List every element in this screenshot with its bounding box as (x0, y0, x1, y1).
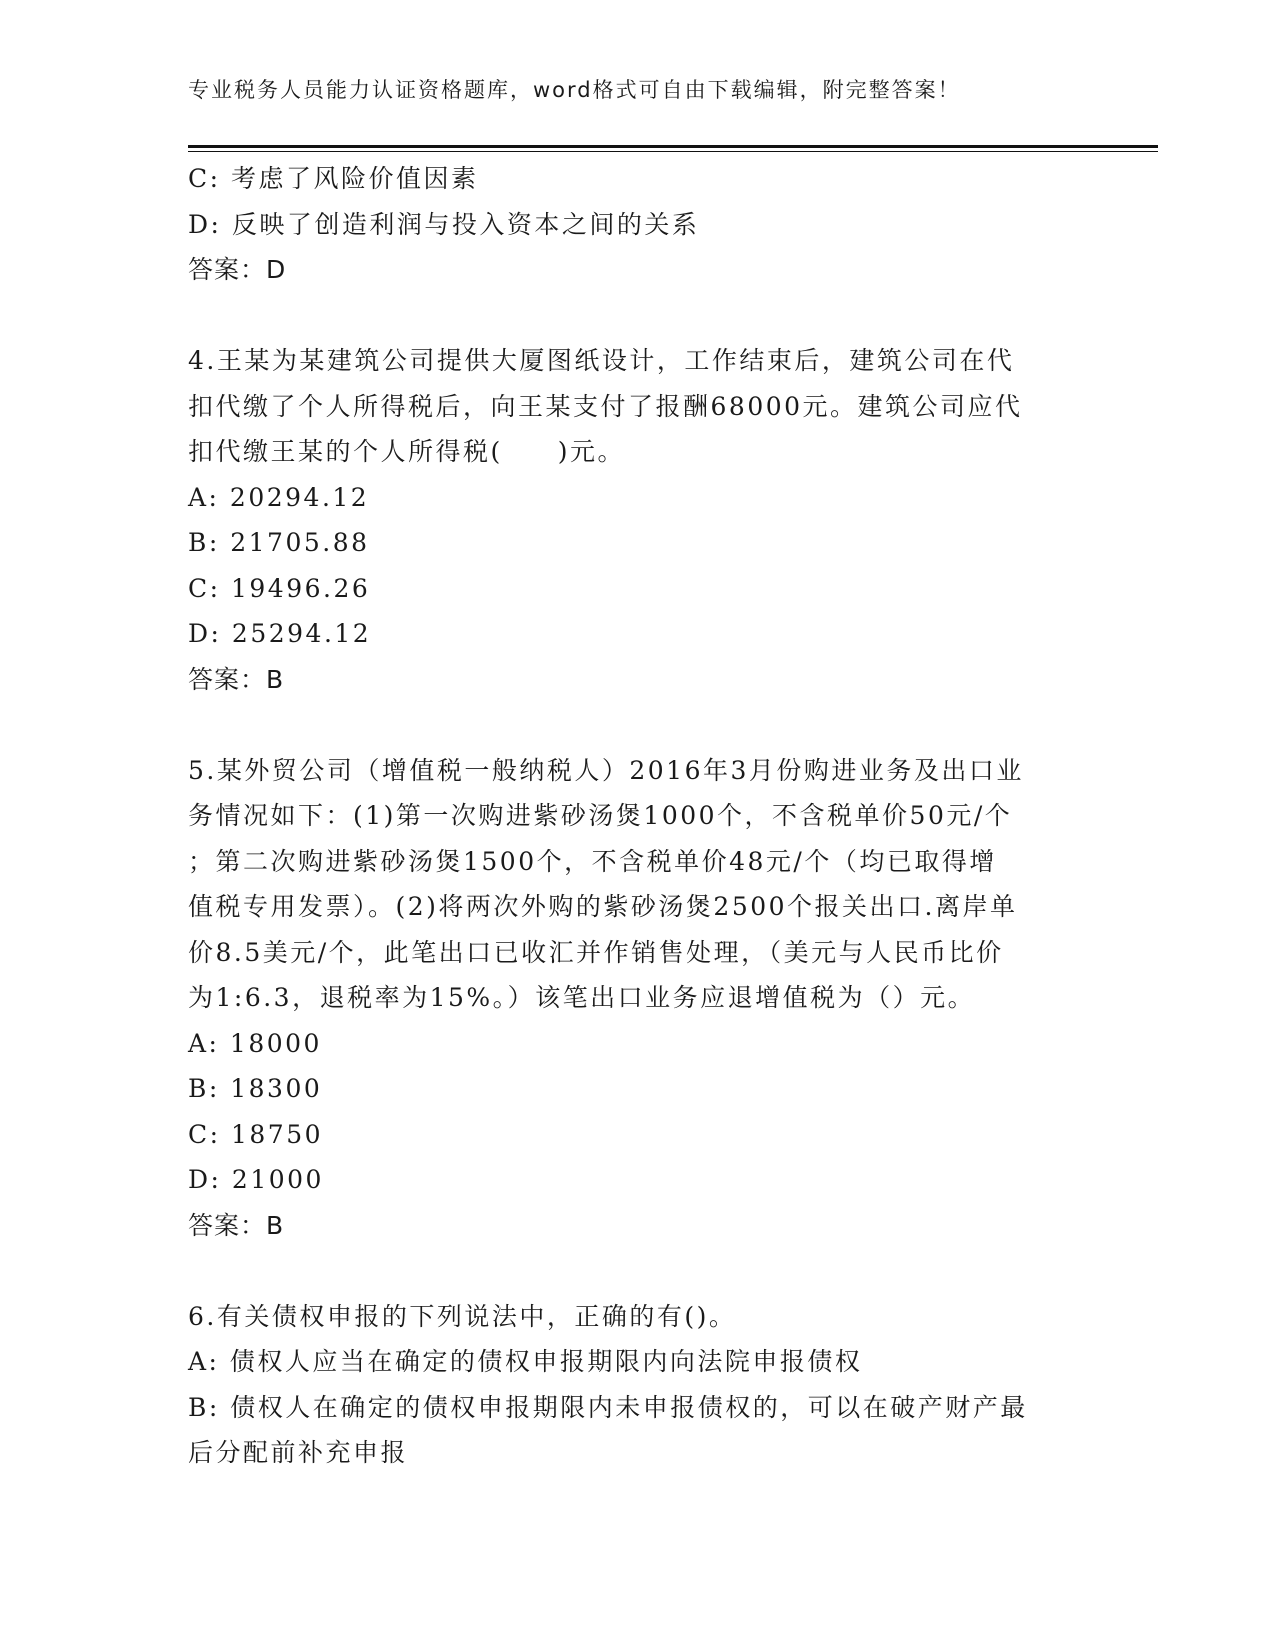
option-c: C: 18750 (188, 1119, 324, 1149)
question-stem-line: 扣代缴王某的个人所得税( )元。 (188, 437, 626, 466)
question-stem-line: 扣代缴了个人所得税后，向王某支付了报酬68000元。建筑公司应代 (188, 391, 1023, 421)
question-stem-line: 务情况如下：(1)第一次购进紫砂汤煲1000个，不含税单价50元/个 (188, 801, 1013, 830)
header-divider-thick (188, 145, 1158, 148)
option-d: D: 25294.12 (188, 619, 372, 648)
question-stem-line: 为1:6.3，退税率为15%。）该笔出口业务应退增值税为（）元。 (188, 983, 976, 1012)
option-a: A: 20294.12 (188, 482, 370, 512)
question-3-tail (188, 156, 1088, 293)
option-b: B: 21705.88 (188, 528, 370, 557)
option-b-continued: 后分配前补充申报 (188, 1438, 409, 1467)
answer: 答案：D (188, 255, 287, 284)
option-d: D: 21000 (188, 1165, 324, 1194)
option-b: B: 债权人在确定的债权申报期限内未申报债权的，可以在破产财产最 (188, 1392, 1028, 1422)
option-a: A: 18000 (188, 1028, 322, 1058)
header-divider-thin (188, 151, 1158, 152)
answer: 答案：B (188, 664, 285, 694)
question-stem-line: 5.某外贸公司（增值税一般纳税人）2016年3月份购进业务及出口业 (188, 755, 1024, 785)
question-stem-line: 价8.5美元/个，此笔出口已收汇并作销售处理，（美元与人民币比价 (188, 937, 1004, 967)
page-header: 专业税务人员能力认证资格题库，word格式可自由下载编辑，附完整答案！ (188, 78, 961, 102)
question-5 (188, 748, 1088, 1249)
spacer (188, 293, 1088, 339)
question-6 (188, 1294, 1088, 1476)
question-stem-line: 值税专用发票）。(2)将两次外购的紫砂汤煲2500个报关出口.离岸单 (188, 892, 1018, 921)
answer: 答案：B (188, 1210, 285, 1240)
question-stem-line: ；第二次购进紫砂汤煲1500个，不含税单价48元/个（均已取得增 (188, 846, 997, 876)
spacer (188, 702, 1088, 748)
option-c: C: 19496.26 (188, 573, 371, 603)
question-content (188, 156, 1088, 1476)
spacer (188, 1248, 1088, 1294)
option-d: D: 反映了创造利润与投入资本之间的关系 (188, 209, 700, 239)
question-stem-line: 6.有关债权申报的下列说法中，正确的有()。 (188, 1301, 737, 1331)
option-b: B: 18300 (188, 1074, 323, 1103)
question-4 (188, 338, 1088, 702)
question-stem-line: 4.王某为某建筑公司提供大厦图纸设计，工作结束后，建筑公司在代 (188, 346, 1015, 375)
option-c: C: 考虑了风险价值因素 (188, 164, 479, 193)
option-a: A: 债权人应当在确定的债权申报期限内向法院申报债权 (188, 1347, 863, 1376)
